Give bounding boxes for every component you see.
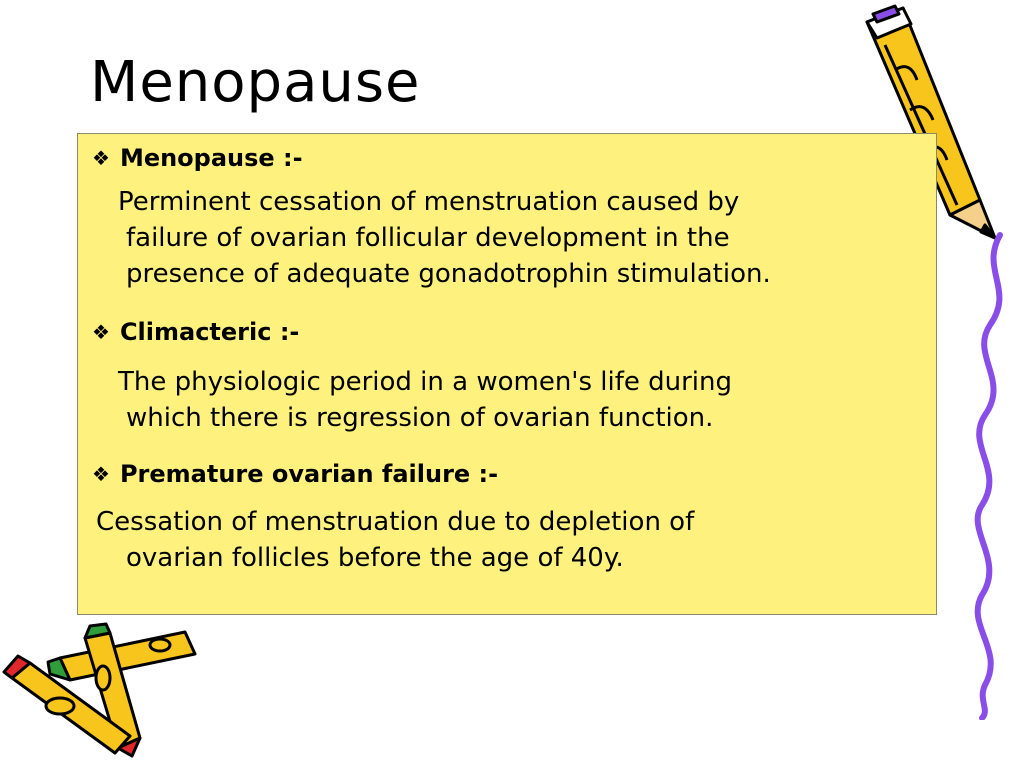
definition-line: which there is regression of ovarian function.: [126, 403, 714, 433]
slide-title: Menopause: [90, 50, 421, 115]
definition-line: Perminent cessation of menstruation caused by: [118, 187, 740, 217]
definition-term: [92, 318, 299, 346]
bullet-diamond-icon: ❖: [92, 320, 110, 344]
definition-text: [96, 504, 896, 576]
definition-line: Cessation of menstruation due to depletion of: [96, 507, 695, 537]
squiggle-line: [960, 230, 1020, 720]
term-label: Menopause :-: [119, 144, 303, 172]
definition-term: [92, 460, 498, 488]
definition-text: [118, 364, 918, 436]
definition-text: [118, 184, 918, 292]
term-label: Premature ovarian failure :-: [119, 460, 499, 488]
definition-line: failure of ovarian follicular development in the: [126, 223, 730, 253]
definition-line: ovarian follicles before the age of 40y.: [126, 543, 624, 573]
term-label: Climacteric :-: [119, 318, 300, 346]
bullet-diamond-icon: ❖: [92, 146, 110, 170]
definition-term: [92, 144, 303, 172]
definitions-box: [77, 133, 937, 615]
bullet-diamond-icon: ❖: [92, 462, 110, 486]
crayons-icon: [0, 618, 205, 758]
definition-line: The physiologic period in a women's life during: [118, 367, 733, 397]
definition-line: presence of adequate gonadotrophin stimulation.: [126, 259, 771, 289]
